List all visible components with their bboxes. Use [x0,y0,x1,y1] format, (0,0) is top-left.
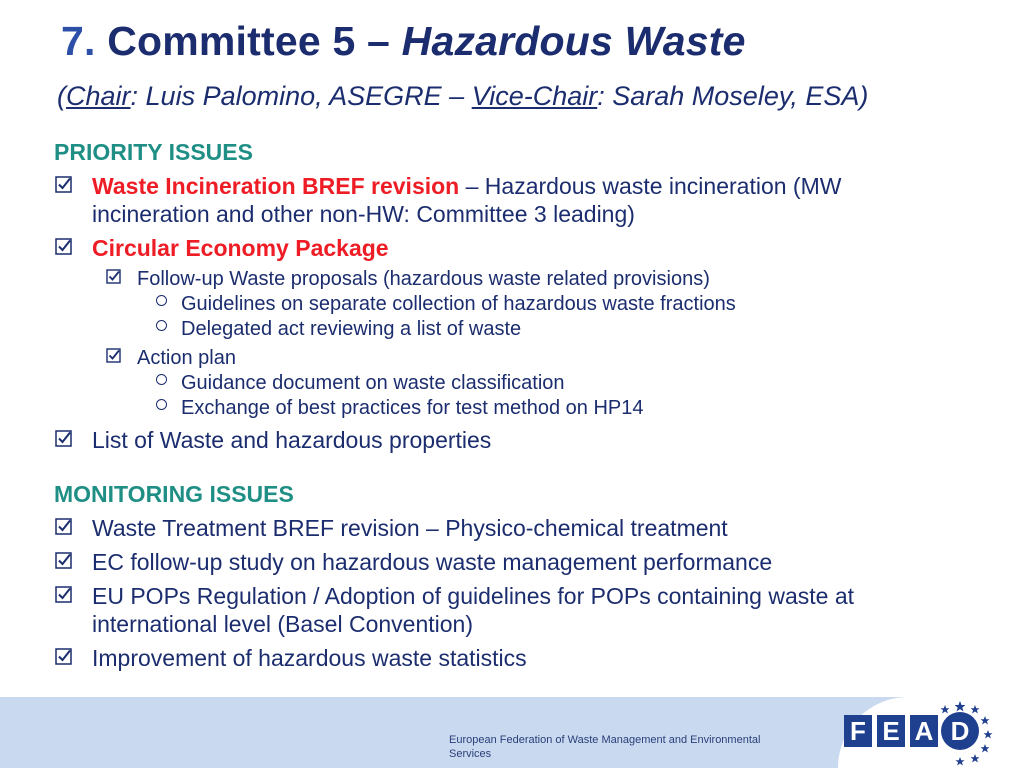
checkbox-checked-icon [55,648,72,665]
priority-item-incineration-text [92,173,841,228]
checkbox-checked-icon [55,176,72,193]
sub-sub-item-guidelines [156,292,906,316]
checkbox-checked-icon [55,518,72,535]
sub-item-action-plan [106,346,906,370]
circle-bullet-icon [156,399,167,410]
footer-org-line2: Services [449,747,492,760]
monitoring-item-statistics-text: Improvement of hazardous waste statistics [92,645,527,671]
subtitle-open-paren: ( [57,81,66,111]
title-number: 7. [61,18,96,64]
logo-letter-d: D [950,716,970,746]
checkbox-checked-icon [55,238,72,255]
footer-organization-name [449,734,829,762]
priority-item-circular-economy [55,235,655,263]
slide-title [61,18,746,65]
monitoring-item-pops-regulation [55,583,975,643]
sub-sub-item-delegated-act-text: Delegated act reviewing a list of waste [181,318,522,340]
monitoring-item-ec-study-text: EC follow-up study on hazardous waste management performance [92,549,773,575]
slide-subtitle [57,81,868,112]
sub-item-follow-up-waste [106,267,906,291]
checkbox-checked-icon [55,586,72,603]
priority-item-list-of-waste [55,427,855,455]
sub-sub-item-guidelines-text: Guidelines on separate collection of hazardous waste fractions [181,293,736,315]
vice-chair-name: : Sarah Moseley, ESA) [597,81,869,111]
vice-chair-label: Vice-Chair [471,81,598,111]
checkbox-checked-icon [55,430,72,447]
checkbox-checked-icon [106,348,121,363]
logo-letter-f: F [850,716,866,746]
circle-bullet-icon [156,320,167,331]
monitoring-item-pops-regulation-text [92,583,854,638]
monitoring-item-ec-study [55,549,955,577]
monitoring-item-waste-treatment-text: Waste Treatment BREF revision – Physico-chemical treatment [92,515,728,541]
sub-item-follow-up-waste-text: Follow-up Waste proposals (hazardous waste related provisions) [137,268,710,290]
chair-name: : Luis Palomino, ASEGRE – [130,81,472,111]
title-committee: Committee 5 – [107,18,391,64]
fead-logo [838,697,1024,768]
priority-item-list-of-waste-text: List of Waste and hazardous properties [92,427,492,453]
fead-logo-graphic [838,697,1024,768]
checkbox-checked-icon [106,269,121,284]
footer-org-line1: European Federation of Waste Management and Environmental [449,734,761,746]
priority-item-incineration [55,173,975,233]
sub-sub-item-guidance-document [156,371,906,395]
monitoring-item-statistics [55,645,955,673]
priority-issues-heading: PRIORITY ISSUES [54,139,253,165]
sub-sub-item-best-practices-text: Exchange of best practices for test method on HP14 [181,397,644,419]
priority-item-incineration-cont: incineration and other non-HW: Committee 3 leading) [92,200,635,227]
circle-bullet-icon [156,374,167,385]
sub-sub-item-guidance-document-text: Guidance document on waste classification [181,372,565,394]
monitoring-issues-heading: MONITORING ISSUES [54,481,294,507]
pops-line1: EU POPs Regulation / Adoption of guidelines for POPs containing waste at [92,583,854,609]
sub-sub-item-delegated-act [156,317,906,341]
logo-letter-a: A [914,716,934,746]
checkbox-checked-icon [55,552,72,569]
highlight-circular-economy: Circular Economy Package [92,235,389,261]
logo-letter-e: E [882,716,900,746]
sub-sub-item-best-practices [156,396,906,420]
sub-item-action-plan-text: Action plan [137,347,236,369]
chair-label: Chair [66,81,131,111]
circle-bullet-icon [156,295,167,306]
pops-line2: international level (Basel Convention) [92,610,473,637]
monitoring-item-waste-treatment [55,515,955,543]
highlight-incineration-bref: Waste Incineration BREF revision [92,173,460,199]
title-topic: Hazardous Waste [401,18,746,64]
priority-item-incineration-rest: – Hazardous waste incineration (MW [459,173,842,199]
